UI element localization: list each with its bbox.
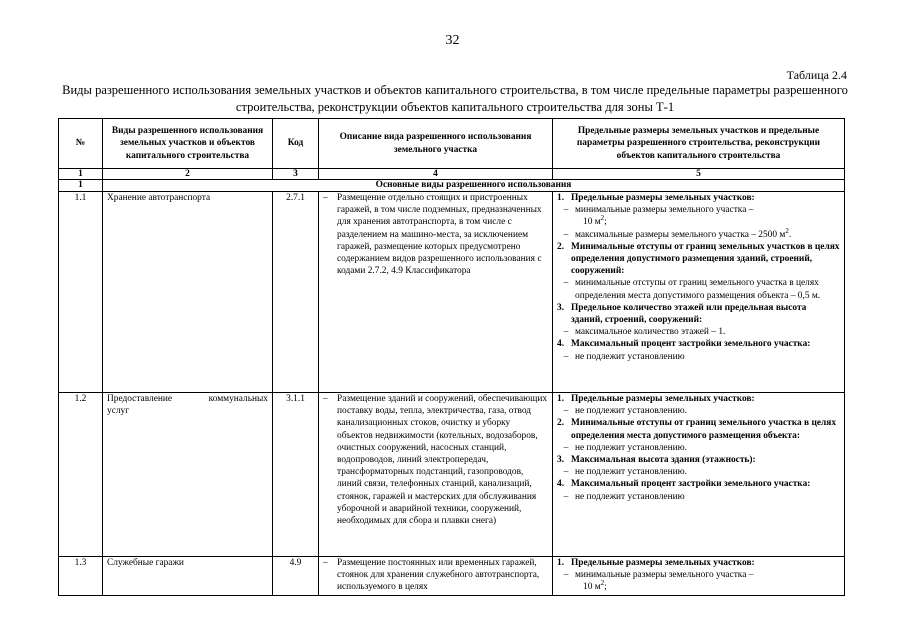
req-number: 1.	[557, 558, 565, 568]
row-use-name: Служебные гаражи	[103, 557, 273, 596]
req-heading: Максимальный процент застройки земельного участка:	[571, 339, 811, 350]
req-item: максимальное количество этажей – 1.	[575, 327, 726, 338]
header-parameters: Предельные размеры земельных участков и предельные параметры разрешенного строительства, реконструкции объектов капитального строительства	[553, 119, 845, 169]
req-heading: Предельное количество этажей или предельная высота зданий, строений, сооружений:	[571, 302, 807, 326]
row-number: 1.2	[59, 393, 103, 557]
section-title: Основные виды разрешенного использования	[103, 180, 845, 192]
dash-marker: –	[323, 394, 328, 404]
row-code: 3.1.1	[273, 393, 319, 557]
use-name-part: услуг	[107, 406, 130, 417]
table-row	[59, 393, 845, 557]
dash-marker: –	[563, 229, 569, 240]
row-parameters	[553, 192, 845, 393]
dash-marker: –	[563, 327, 569, 338]
req-item: минимальные отступы от границ земельного участка в целях определения места допустимого размещения объекта – 0,5 м.	[575, 278, 821, 301]
header-description: Описание вида разрешенного использования земельного участка	[319, 119, 553, 169]
req-heading: Предельные размеры земельных участков:	[571, 394, 755, 404]
table-label: Таблица 2.4	[786, 68, 847, 82]
row-description	[319, 557, 553, 596]
req-number: 4.	[557, 479, 565, 490]
section-row	[59, 180, 845, 192]
row-parameters	[553, 557, 845, 596]
dash-marker: –	[323, 193, 328, 203]
dash-marker: –	[563, 278, 569, 289]
table-row	[59, 557, 845, 596]
page-number: 32	[445, 33, 460, 48]
dash-marker: –	[563, 442, 569, 453]
row-use-name	[103, 393, 273, 557]
column-number: 3	[273, 169, 319, 180]
req-item: минимальные размеры земельного участка –	[575, 205, 754, 216]
header-number: №	[59, 119, 103, 169]
req-item: не подлежит установлению.	[575, 467, 687, 478]
header-code: Код	[273, 119, 319, 169]
row-code: 4.9	[273, 557, 319, 596]
dash-marker: –	[563, 491, 569, 502]
req-number: 3.	[557, 302, 565, 313]
req-number: 4.	[557, 339, 565, 350]
req-item: максимальные размеры земельного участка – 2500 $м^2$.	[575, 226, 792, 240]
row-use-name: Хранение автотранспорта	[103, 192, 273, 393]
column-number: 5	[553, 169, 845, 180]
column-number: 4	[319, 169, 553, 180]
req-number: 2.	[557, 241, 565, 252]
description-text: Размещение отдельно стоящих и пристроенных гаражей, в том числе подземных, предназначенных для хранения автотранспорта, в том числе с разделением на машино-места, за исключением гаражей, размещение которых предусмотрено содержанием видов разрешенного использования с кодами 2.7.2, 4.9 Классификатора	[337, 193, 542, 277]
req-item: не подлежит установлению	[575, 491, 685, 502]
req-item: не подлежит установлению.	[575, 442, 687, 453]
req-number: 1.	[557, 193, 565, 203]
req-item: минимальные размеры земельного участка –	[575, 570, 754, 581]
dash-marker: –	[563, 570, 569, 581]
req-heading: Максимальная высота здания (этажность):	[571, 455, 756, 466]
row-description	[319, 393, 553, 557]
row-parameters	[553, 393, 845, 557]
column-number: 1	[59, 169, 103, 180]
table-row	[59, 192, 845, 393]
req-item-continuation: 10 $м^2$;	[583, 214, 607, 228]
description-text: Размещение зданий и сооружений, обеспечивающих поставку воды, тепла, электричества, газа, отвод канализационных стоков, очистку и уборку объектов недвижимости (котельных, водозаборов, очистных сооружений, насосных станций, водопроводов, линий электропередач, трансформаторных подстанций, газопроводов, линий связи, телефонных станций, канализаций, стоянок, гаражей и мастерских для обслуживания уборочной и аварийной техники, сооружений, необходимых для сбора и плавки снега)	[337, 394, 548, 527]
req-number: 3.	[557, 455, 565, 466]
req-number: 2.	[557, 418, 565, 429]
dash-marker: –	[563, 205, 569, 216]
table-caption: Виды разрешенного использования земельных участков и объектов капитального строительства, в том числе предельные параметры разрешенного строительства, реконструкции объектов капитального строительства для зоны Т-1	[62, 83, 848, 114]
dash-marker: –	[563, 467, 569, 478]
row-code: 2.7.1	[273, 192, 319, 393]
section-number: 1	[59, 180, 103, 192]
req-heading: Минимальные отступы от границ земельного участка в целях определения места допустимого размещения объекта:	[571, 418, 837, 441]
req-item-continuation: 10 $м^2$;	[583, 579, 607, 593]
req-heading: Предельные размеры земельных участков:	[571, 558, 755, 568]
zoning-table	[58, 118, 845, 596]
header-use-type: Виды разрешенного использования земельных участков и объектов капитального строительства	[103, 119, 273, 169]
req-item: не подлежит установлению	[575, 351, 685, 362]
column-number: 2	[103, 169, 273, 180]
row-number: 1.1	[59, 192, 103, 393]
header-row	[59, 119, 845, 169]
dash-marker: –	[563, 351, 569, 362]
req-heading: Предельные размеры земельных участков:	[571, 193, 755, 203]
req-number: 1.	[557, 394, 565, 404]
req-heading: Максимальный процент застройки земельного участка:	[571, 479, 811, 490]
column-numbers-row	[59, 169, 845, 180]
row-number: 1.3	[59, 557, 103, 596]
row-description	[319, 192, 553, 393]
dash-marker: –	[563, 406, 569, 417]
use-name-part: Предоставление	[107, 394, 173, 404]
dash-marker: –	[323, 558, 328, 568]
req-heading: Минимальные отступы от границ земельных участков в целях определения допустимого размещения зданий, строений, сооружений:	[571, 241, 840, 277]
description-text: Размещение постоянных или временных гаражей, стоянок для хранения служебного автотранспорта, используемого в целях	[337, 558, 540, 593]
req-item: не подлежит установлению.	[575, 406, 687, 417]
use-name-part: коммунальных	[208, 394, 268, 404]
